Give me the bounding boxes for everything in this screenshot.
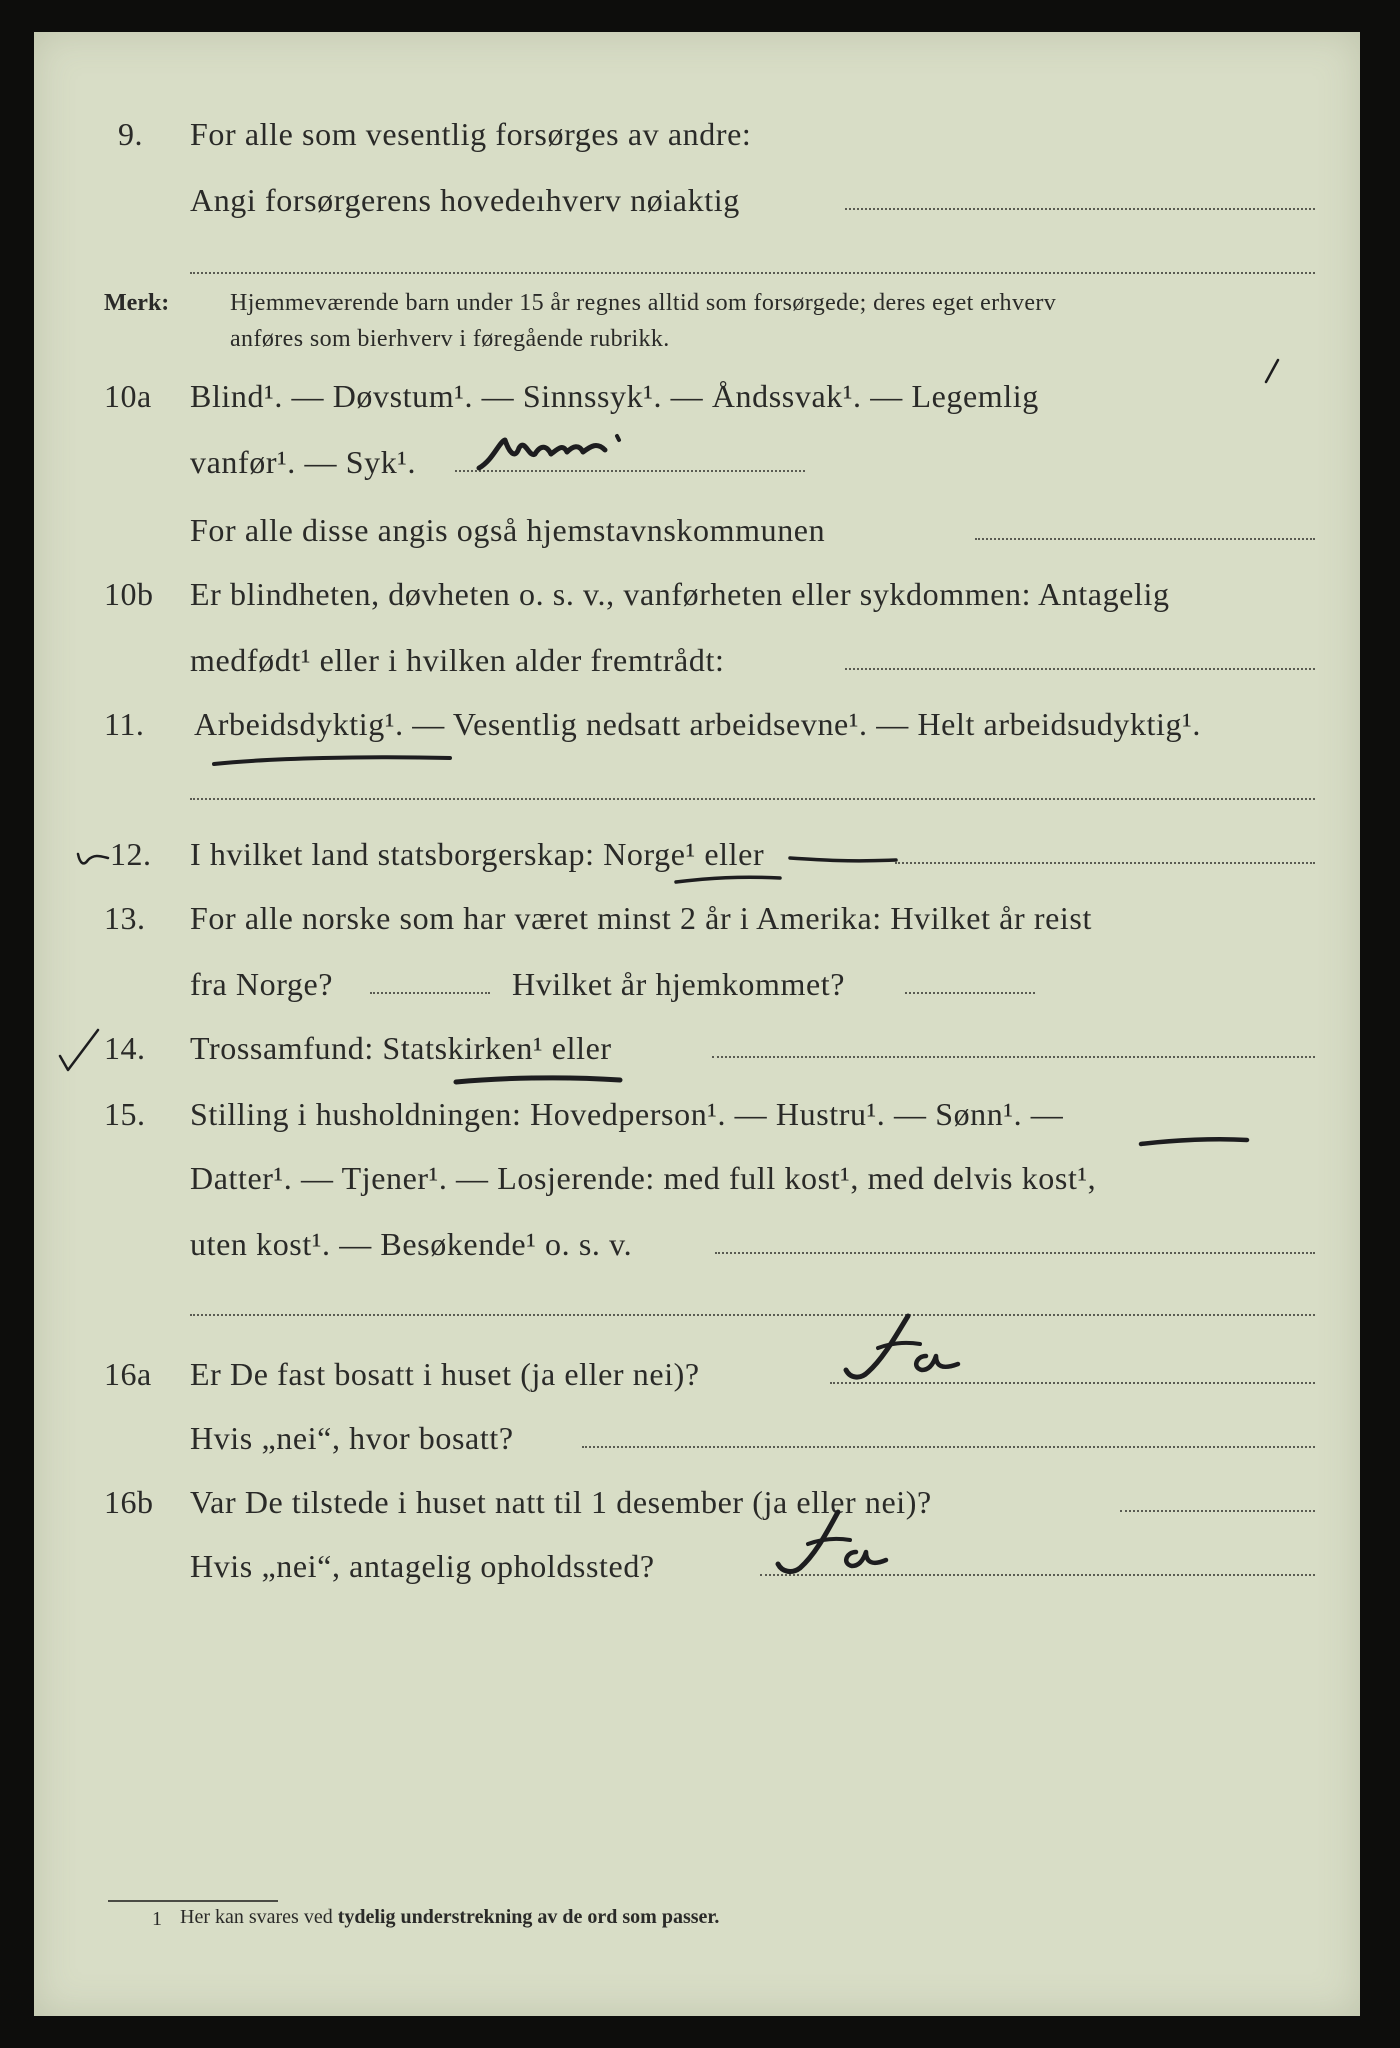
q13-number: 13. bbox=[104, 900, 146, 936]
q16b-question: Var De tilstede i huset natt til 1 desember (ja eller nei)? bbox=[190, 1484, 932, 1520]
q10b-question: Er blindheten, døvheten o. s. v., vanførheten eller sykdommen: Antagelig bbox=[190, 576, 1170, 612]
q14-number: 14. bbox=[104, 1030, 146, 1066]
footnote-text bbox=[180, 1906, 719, 1929]
q16a-residence-line[interactable] bbox=[582, 1446, 1315, 1448]
q9-answer-line[interactable] bbox=[845, 208, 1315, 210]
q16b-answer-line[interactable] bbox=[1120, 1510, 1315, 1512]
check-mark-q14 bbox=[56, 1026, 102, 1074]
q12-answer-line[interactable] bbox=[895, 862, 1315, 864]
q16a-question-line2: Hvis „nei“, hvor bosatt? bbox=[190, 1420, 514, 1456]
q15-answer-line[interactable] bbox=[715, 1252, 1315, 1254]
q15-separator-line bbox=[190, 1314, 1315, 1316]
underline-statskirken bbox=[450, 1070, 630, 1090]
q13-question-line2a: fra Norge? bbox=[190, 966, 334, 1002]
underline-sonn bbox=[1135, 1130, 1255, 1152]
handwritten-answer-q16a bbox=[838, 1312, 968, 1392]
q16a-question: Er De fast bosatt i huset (ja eller nei)? bbox=[190, 1356, 700, 1392]
q10a-number: 10a bbox=[104, 378, 152, 414]
q16a-number: 16a bbox=[104, 1356, 152, 1392]
q9-question-line2: Angi forsørgerens hovedeıhverv nøiaktig bbox=[190, 182, 740, 218]
q16b-question-line2: Hvis „nei“, antagelig opholdssted? bbox=[190, 1548, 655, 1584]
q16b-location-line[interactable] bbox=[760, 1574, 1315, 1576]
strike-and-underline-q12 bbox=[670, 848, 900, 888]
q13-question: For alle norske som har været minst 2 år i Amerika: Hvilket år reist bbox=[190, 900, 1092, 936]
q10a-question: Blind¹. — Døvstum¹. — Sinnssyk¹. — Åndssvak¹. — Legemlig bbox=[190, 378, 1039, 414]
q15-number: 15. bbox=[104, 1096, 146, 1132]
q15-question-line3: uten kost¹. — Besøkende¹ o. s. v. bbox=[190, 1226, 633, 1262]
footnote-text-plain: Her kan svares ved bbox=[180, 1906, 333, 1928]
merk-label: Merk: bbox=[104, 290, 170, 316]
handwritten-answer-q10a bbox=[475, 430, 625, 476]
q15-question: Stilling i husholdningen: Hovedperson¹. — Hustru¹. — Sønn¹. — bbox=[190, 1096, 1064, 1132]
q14-question: Trossamfund: Statskirken¹ eller bbox=[190, 1030, 612, 1066]
footnote-mark: 1 bbox=[152, 1908, 162, 1930]
footnote-text-bold: tydelig understrekning av de ord som passer. bbox=[337, 1906, 720, 1928]
q12-number: 12. bbox=[110, 836, 152, 872]
merk-note-line2: anføres som bierhverv i føregående rubrikk. bbox=[230, 326, 670, 352]
q14-answer-line[interactable] bbox=[712, 1056, 1315, 1058]
q10b-question-line2: medfødt¹ eller i hvilken alder fremtrådt: bbox=[190, 642, 725, 678]
q10a-municipality-line[interactable] bbox=[975, 538, 1315, 540]
check-mark-q12 bbox=[74, 840, 110, 868]
q11-number: 11. bbox=[104, 706, 145, 742]
q13-question-line2b: Hvilket år hjemkommet? bbox=[512, 966, 846, 1002]
q16b-number: 16b bbox=[104, 1484, 154, 1520]
q9-answer-line-2[interactable] bbox=[190, 272, 1315, 274]
q10a-note: For alle disse angis også hjemstavnskommunen bbox=[190, 512, 826, 548]
footnote-rule bbox=[108, 1900, 278, 1902]
q11-question: Arbeidsdyktig¹. — Vesentlig nedsatt arbeidsevne¹. — Helt arbeidsudyktig¹. bbox=[194, 706, 1201, 742]
q13-return-year-line[interactable] bbox=[905, 992, 1035, 994]
q16a-answer-line[interactable] bbox=[830, 1382, 1315, 1384]
q9-number: 9. bbox=[118, 116, 143, 152]
q15-question-line2: Datter¹. — Tjener¹. — Losjerende: med full kost¹, med delvis kost¹, bbox=[190, 1160, 1097, 1196]
q10a-question-line2: vanfør¹. — Syk¹. bbox=[190, 444, 417, 480]
q9-question: For alle som vesentlig forsørges av andre: bbox=[190, 116, 752, 152]
q13-departure-year-line[interactable] bbox=[370, 992, 490, 994]
q10b-answer-line[interactable] bbox=[845, 668, 1315, 670]
underline-arbeidsdyktig bbox=[210, 748, 460, 770]
q12-question: I hvilket land statsborgerskap: Norge¹ eller bbox=[190, 836, 765, 872]
q11-separator-line bbox=[190, 798, 1315, 800]
handwritten-answer-q16b bbox=[772, 1508, 892, 1588]
q10b-number: 10b bbox=[104, 576, 154, 612]
check-mark-q10a bbox=[1262, 358, 1282, 384]
merk-note: Hjemmeværende barn under 15 år regnes alltid som forsørgede; deres eget erhverv bbox=[230, 290, 1057, 316]
